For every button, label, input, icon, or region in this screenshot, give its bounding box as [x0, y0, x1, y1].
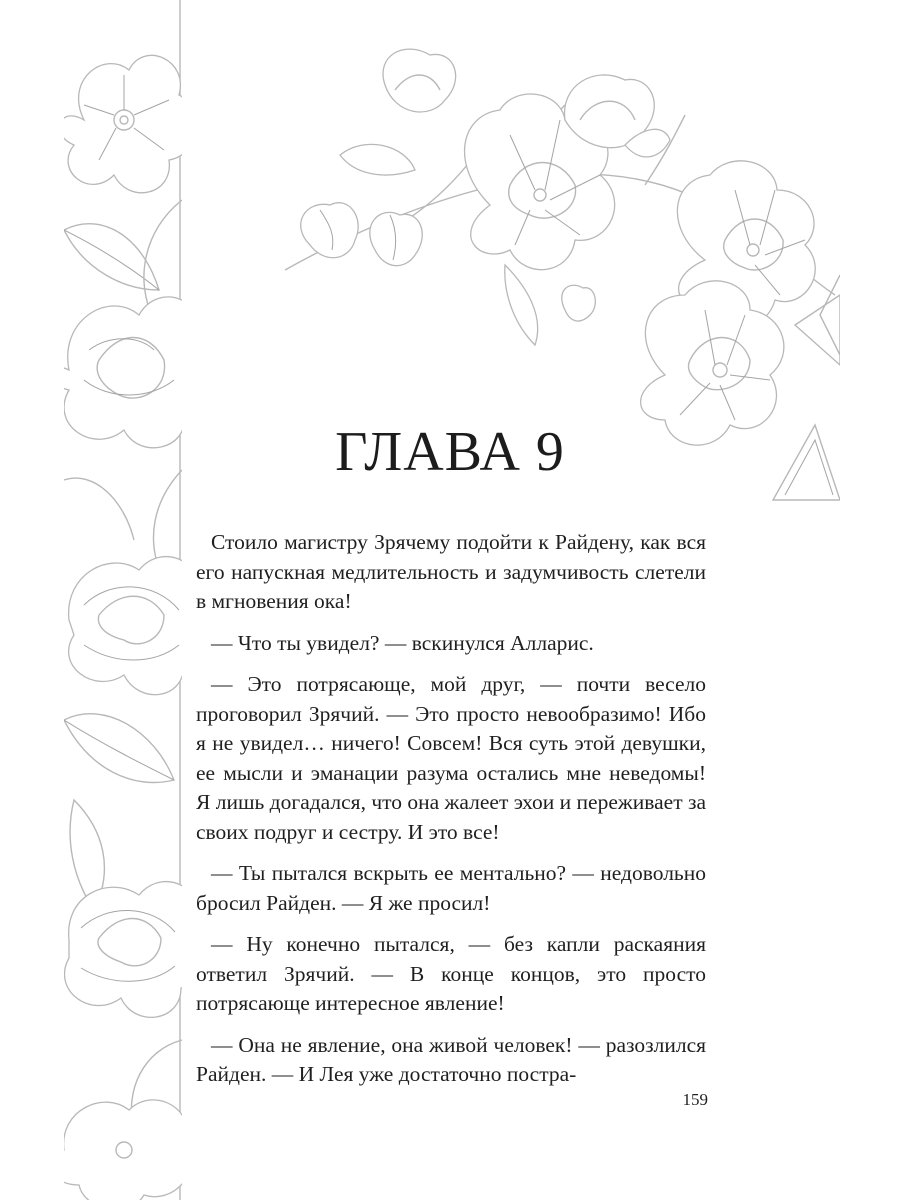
floral-border-icon [64, 0, 182, 1200]
paragraph: — Это потрясающе, мой друг, — почти весело проговорил Зрячий. — Это просто невообразимо! Ибо я не увидел… ничего! Совсем! Вся суть этой девушки, ее мысли и эманации разума остались мне неведомы! Я лишь догадался, что она жалеет эхои и переживает за своих подруг и сестру. И это все! [196, 672, 707, 844]
chapter-title: ГЛАВА 9 [335, 421, 565, 483]
paragraph: — Ну конечно пытался, — без капли раскаяния ответил Зрячий. — В конце концов, это просто потрясающе интересное явление! [196, 932, 706, 1015]
paragraph: — Она не явление, она живой человек! — разозлился Райден. — И Лея уже достаточно постра- [196, 1032, 706, 1086]
page-number: 159 [682, 1090, 708, 1109]
paragraph: Стоило магистру Зрячему подойти к Райдену, как вся его напускная медлительность и задумчивость слетели в мгновения ока! [196, 530, 706, 613]
paragraph: — Что ты увидел? — вскинулся Алларис. [211, 630, 594, 655]
paragraph: — Ты пытался вскрыть ее ментально? — недовольно бросил Райден. — Я же просил! [196, 861, 706, 915]
chapter-body [196, 528, 706, 1102]
